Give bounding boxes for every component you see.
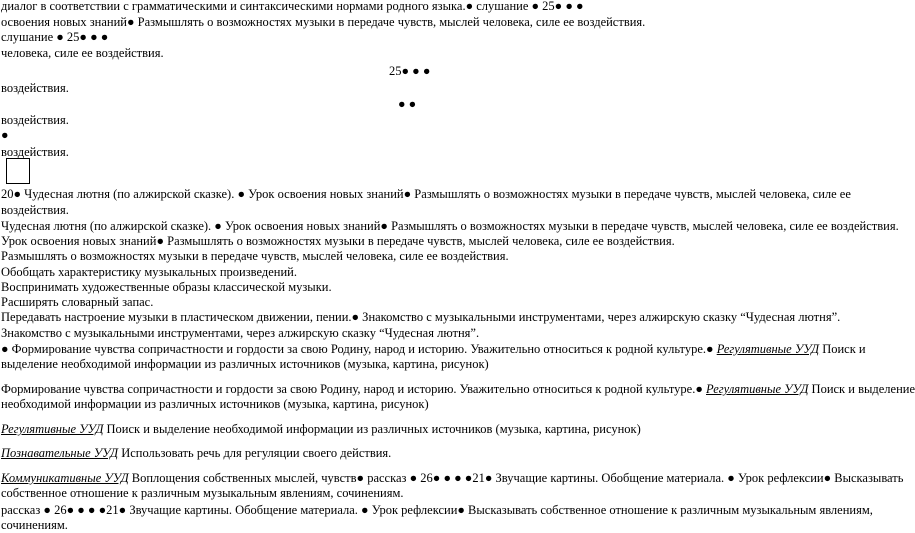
text-line: воздействия. bbox=[1, 145, 69, 159]
text-line: 20● Чудесная лютня (по алжирской сказке). ● Урок освоения новых знаний● Размышлять о возможностях музыки в передаче чувств, мыслей человека, силе ее bbox=[1, 187, 851, 201]
text-line: Передавать настроение музыки в пластическом движении, пении.● Знакомство с музыкальными инструментами, через алжирскую сказку “Чудесная лютня”. bbox=[1, 310, 841, 324]
text-segment: Использовать речь для регуляции своего действия. bbox=[121, 446, 392, 460]
text-line: воздействия. bbox=[1, 113, 69, 127]
empty-frame bbox=[6, 158, 30, 184]
text-segment: Воплощения собственных мыслей, чувств● рассказ ● 26● ● ● ●21● Звучащие картины. Обобщение материала. ● Урок рефлексии● Высказывать bbox=[131, 471, 904, 485]
text-line: освоения новых знаний● Размышлять о возможностях музыки в передаче чувств, мыслей человека, силе ее воздействия. bbox=[1, 15, 646, 29]
regulatory-uud-label: Регулятивные УУД bbox=[706, 382, 809, 396]
text-line: Расширять словарный запас. bbox=[1, 295, 154, 309]
text-line: 25● ● ● bbox=[389, 64, 431, 78]
text-line: Размышлять о возможностях музыки в передаче чувств, мыслей человека, силе ее воздействия. bbox=[1, 249, 509, 263]
text-line bbox=[1, 422, 641, 437]
text-segment: Поиск и выделение bbox=[811, 382, 915, 396]
text-segment: Поиск и выделение необходимой информации из различных источников (музыка, картина, рисунок) bbox=[106, 422, 641, 436]
text-line: ● ● bbox=[398, 97, 417, 111]
text-line: человека, силе ее воздействия. bbox=[1, 46, 164, 60]
text-line: собственное отношение к различным музыкальным явлениям, сочинениям. bbox=[1, 486, 404, 500]
text-line: Чудесная лютня (по алжирской сказке). ● Урок освоения новых знаний● Размышлять о возможностях музыки в передаче чувств, мыслей человека, силе ее воздействия. bbox=[1, 219, 899, 233]
text-line: сочинениям. bbox=[1, 518, 68, 532]
text-line: рассказ ● 26● ● ● ●21● Звучащие картины. Обобщение материала. ● Урок рефлексии● Высказывать собственное отношение к различным музыкальным явлениям, bbox=[1, 503, 873, 517]
text-line: необходимой информации из различных источников (музыка, картина, рисунок) bbox=[1, 397, 429, 411]
text-line bbox=[1, 382, 915, 397]
text-line: диалог в соответствии с грамматическими и синтаксическими нормами родного языка.● слушание ● 25● ● ● bbox=[1, 0, 584, 13]
text-line bbox=[1, 342, 866, 357]
communicative-uud-label: Коммуникативные УУД bbox=[1, 471, 129, 485]
text-line: воздействия. bbox=[1, 81, 69, 95]
text-line: Урок освоения новых знаний● Размышлять о возможностях музыки в передаче чувств, мыслей человека, силе ее воздействия. bbox=[1, 234, 675, 248]
regulatory-uud-label: Регулятивные УУД bbox=[716, 342, 820, 356]
text-line: ● bbox=[1, 128, 9, 142]
text-line: Воспринимать художественные образы классической музыки. bbox=[1, 280, 332, 294]
text-line: Обобщать характеристику музыкальных произведений. bbox=[1, 265, 297, 279]
regulatory-uud-label: Регулятивные УУД bbox=[1, 422, 104, 436]
text-line: Знакомство с музыкальными инструментами, через алжирскую сказку “Чудесная лютня”. bbox=[1, 326, 480, 340]
text-line: воздействия. bbox=[1, 203, 69, 217]
text-line: слушание ● 25● ● ● bbox=[1, 30, 109, 44]
text-line bbox=[1, 446, 391, 461]
cognitive-uud-label: Познавательные УУД bbox=[1, 446, 119, 460]
text-segment: Поиск и bbox=[822, 342, 866, 356]
text-line bbox=[1, 471, 903, 486]
text-line: выделение необходимой информации из различных источников (музыка, картина, рисунок) bbox=[1, 357, 489, 371]
text-segment: Формирование чувства сопричастности и гордости за свою Родину, народ и историю. Уважительно относиться к родной культуре.● bbox=[1, 382, 703, 396]
text-segment: ● Формирование чувства сопричастности и гордости за свою Родину, народ и историю. Уважительно относиться к родной культуре.● bbox=[1, 342, 714, 356]
